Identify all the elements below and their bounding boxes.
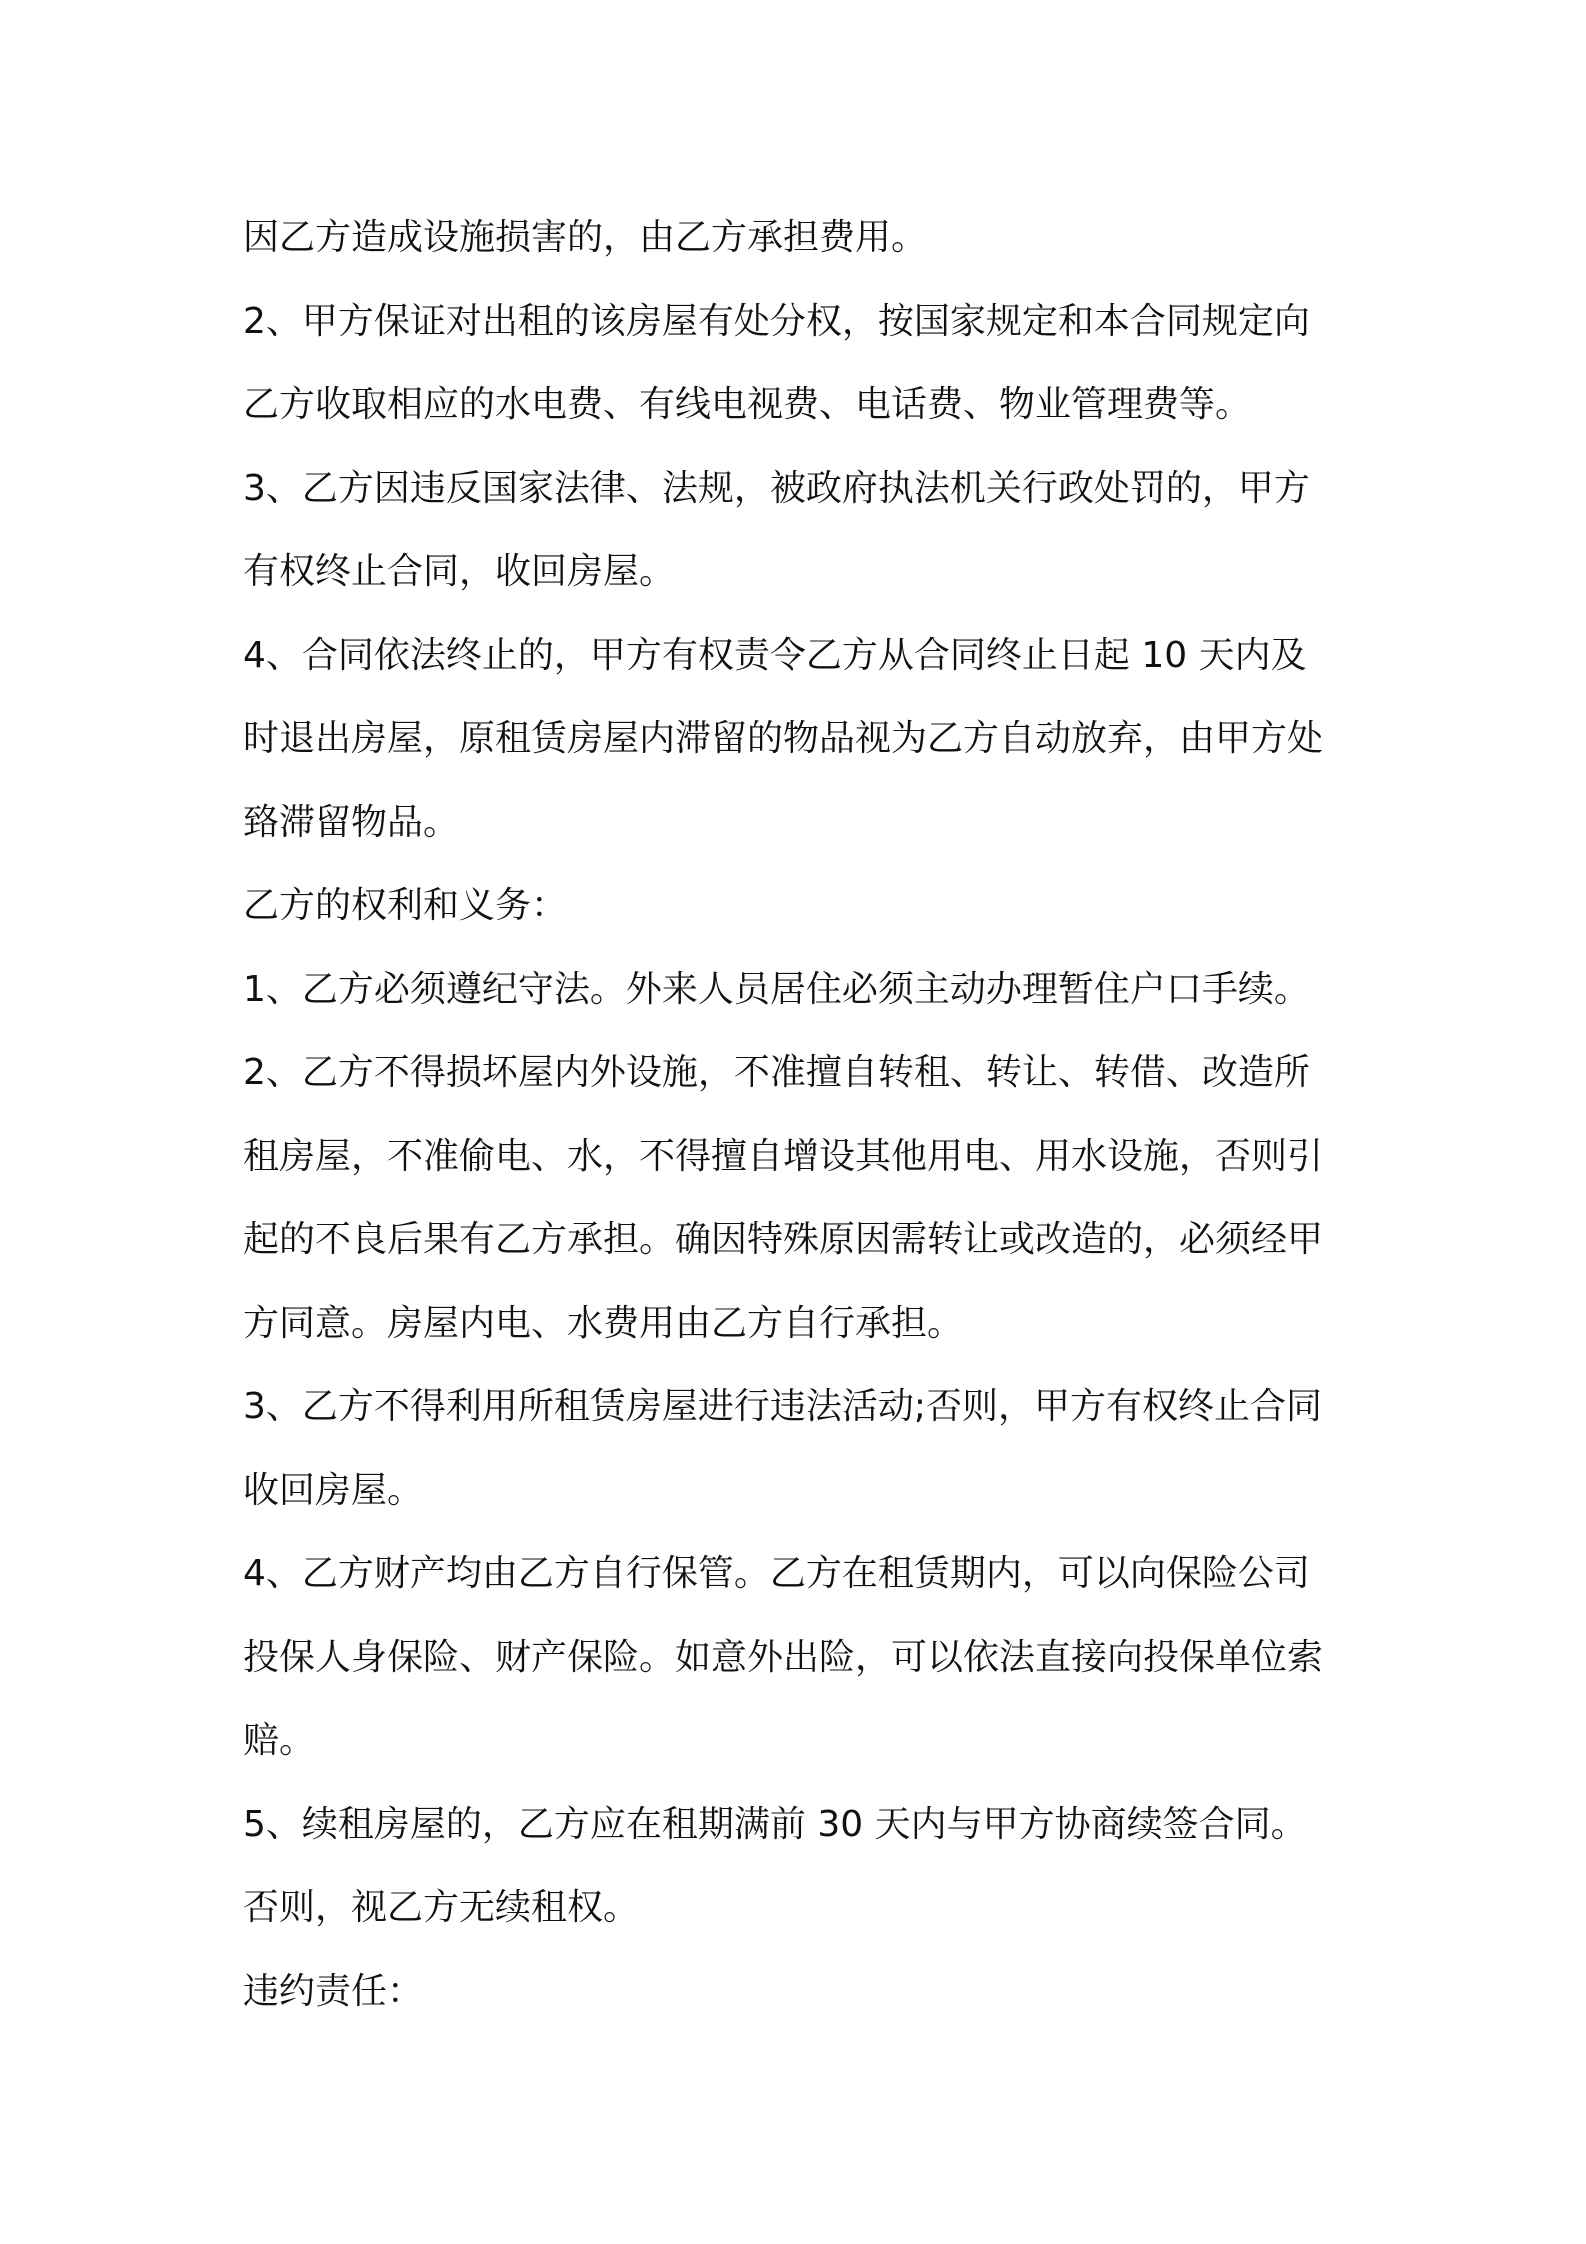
text-line: 收回房屋。	[243, 1469, 424, 1511]
section-heading: 违约责任：	[243, 1970, 424, 2012]
text-line: 臵滞留物品。	[243, 801, 460, 843]
text-line: 否则，视乙方无续租权。	[243, 1887, 640, 1928]
text-line: 3、乙方不得利用所租赁房屋进行违法活动;否则，甲方有权终止合同	[243, 1386, 1323, 1427]
document-body	[243, 196, 1361, 2033]
text-line: 1、乙方必须遵纪守法。外来人员居住必须主动办理暂住户口手续。	[243, 968, 1310, 1010]
text-line: 4、乙方财产均由乙方自行保管。乙方在租赁期内，可以向保险公司	[243, 1553, 1310, 1594]
text-line: 4、合同依法终止的，甲方有权责令乙方从合同终止日起 10 天内及	[243, 634, 1307, 676]
text-line: 赔。	[243, 1720, 316, 1761]
text-line: 起的不良后果有乙方承担。确因特殊原因需转让或改造的，必须经甲	[243, 1219, 1324, 1260]
text-line: 时退出房屋，原租赁房屋内滞留的物品视为乙方自动放弃，由甲方处	[243, 718, 1324, 759]
text-line: 3、乙方因违反国家法律、法规，被政府执法机关行政处罚的，甲方	[243, 467, 1310, 509]
text-line: 投保人身保险、财产保险。如意外出险，可以依法直接向投保单位索	[243, 1636, 1324, 1678]
text-line: 5、续租房屋的，乙方应在租期满前 30 天内与甲方协商续签合同。	[243, 1803, 1307, 1845]
text-line: 2、甲方保证对出租的该房屋有处分权，按国家规定和本合同规定向	[243, 300, 1310, 342]
text-line: 租房屋，不准偷电、水，不得擅自增设其他用电、用水设施，否则引	[243, 1135, 1324, 1177]
text-line: 2、乙方不得损坏屋内外设施，不准擅自转租、转让、转借、改造所	[243, 1052, 1310, 1093]
section-heading: 乙方的权利和义务：	[243, 885, 568, 926]
text-line: 因乙方造成设施损害的，由乙方承担费用。	[243, 217, 928, 258]
text-line: 方同意。房屋内电、水费用由乙方自行承担。	[243, 1302, 964, 1344]
text-line: 乙方收取相应的水电费、有线电视费、电话费、物业管理费等。	[243, 384, 1252, 425]
text-line: 有权终止合同，收回房屋。	[243, 551, 676, 592]
